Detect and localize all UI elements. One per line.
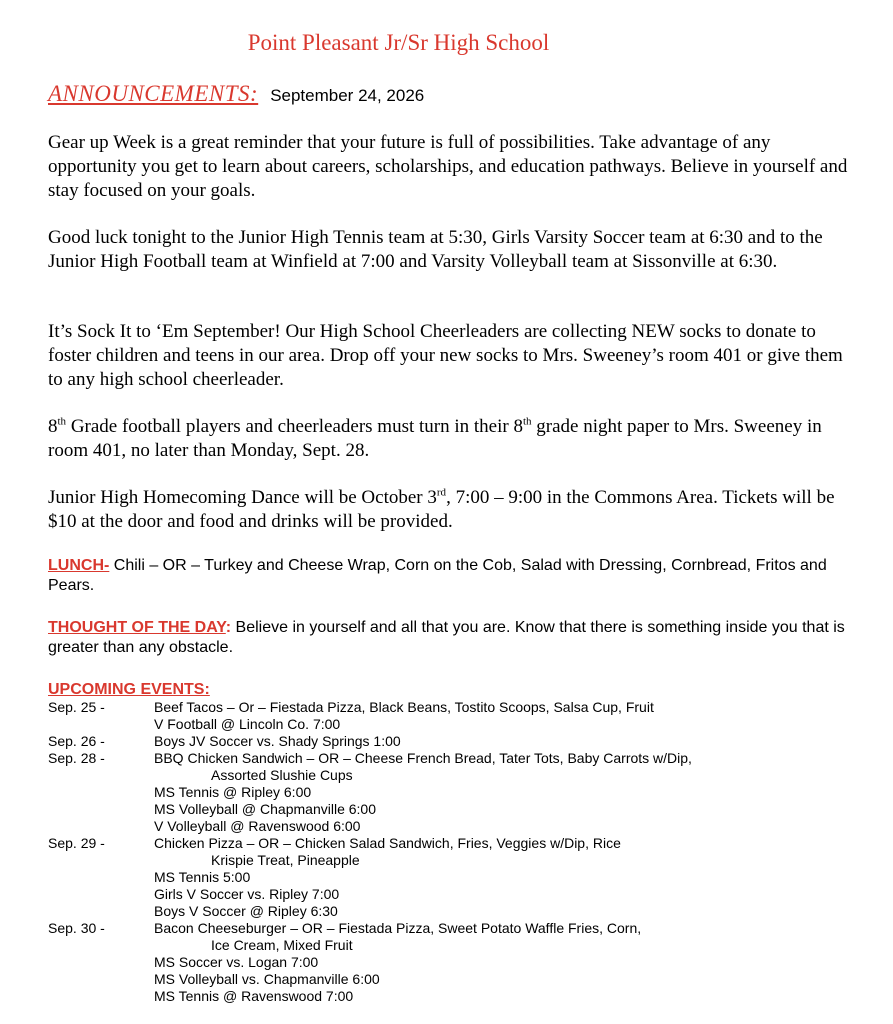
event-line: MS Volleyball vs. Chapmanville 6:00	[154, 971, 380, 987]
event-items	[154, 699, 848, 733]
event-line: Krispie Treat, Pineapple	[211, 852, 360, 868]
upcoming-events	[48, 681, 848, 1005]
event-line: MS Soccer vs. Logan 7:00	[154, 954, 319, 970]
thought-label: THOUGHT OF THE DAY	[48, 619, 226, 636]
event-line: Boys JV Soccer vs. Shady Springs 1:00	[154, 733, 401, 749]
homecoming-sup: rd	[436, 486, 447, 499]
event-line: MS Tennis @ Ripley 6:00	[154, 784, 312, 800]
sock-drive-paragraph: It’s Sock It to ‘Em September! Our High School Cheerleaders are collecting NEW socks to donate to foster children and teens in our area. Drop off your new socks to Mrs. Sweeney’s room 401 or give them to any high school cheerleader.	[48, 321, 843, 390]
event-date: Sep. 25 -	[48, 699, 105, 715]
event-date: Sep. 28 -	[48, 750, 105, 766]
thought-text: Believe in yourself and all that you are. Know that there is something inside you that is greater than any obstacle.	[48, 619, 845, 656]
event-day	[48, 750, 848, 835]
lunch-paragraph	[48, 556, 848, 596]
events-list	[48, 699, 848, 1005]
eighth-grade-sup-a: th	[57, 415, 67, 428]
event-line: Assorted Slushie Cups	[211, 767, 353, 783]
event-line: Boys V Soccer @ Ripley 6:30	[154, 903, 338, 919]
eighth-grade-sup-b: th	[522, 415, 532, 428]
announcement-date: September 24, 2026	[270, 86, 425, 105]
eighth-grade-text-c: grade night paper to Mrs. Sweeney in room 401, no later than Monday, Sept. 28.	[48, 416, 822, 461]
homecoming-text-a: Junior High Homecoming Dance will be October 3	[48, 487, 437, 508]
homecoming-paragraph	[48, 486, 848, 534]
event-line: V Volleyball @ Ravenswood 6:00	[154, 818, 361, 834]
event-items	[154, 750, 848, 835]
event-day	[48, 920, 848, 1005]
school-title: Point Pleasant Jr/Sr High School	[247, 30, 550, 55]
event-day	[48, 733, 848, 750]
announcements-label: ANNOUNCEMENTS:	[48, 81, 259, 106]
event-line: Beef Tacos – Or – Fiestada Pizza, Black Beans, Tostito Scoops, Salsa Cup, Fruit	[154, 699, 654, 715]
event-items	[154, 920, 848, 1005]
homecoming-text-b: , 7:00 – 9:00 in the Commons Area. Tickets will be $10 at the door and food and drinks will be provided.	[48, 487, 835, 532]
event-date: Sep. 29 -	[48, 835, 105, 851]
eighth-grade-text-a: 8	[48, 416, 58, 437]
event-items	[154, 733, 848, 750]
event-line: Chicken Pizza – OR – Chicken Salad Sandwich, Fries, Veggies w/Dip, Rice	[154, 835, 621, 851]
announcements-header	[48, 81, 424, 107]
lunch-label: LUNCH-	[48, 557, 110, 574]
good-luck-paragraph: Good luck tonight to the Junior High Tennis team at 5:30, Girls Varsity Soccer team at 6:30 and to the Junior High Football team at Winfield at 7:00 and Varsity Volleyball team at Sissonville at 6:30.	[48, 227, 823, 272]
event-date: Sep. 30 -	[48, 920, 105, 936]
eighth-grade-text-b: Grade football players and cheerleaders must turn in their 8	[66, 416, 523, 437]
event-line: MS Volleyball @ Chapmanville 6:00	[154, 801, 376, 817]
event-line: MS Tennis 5:00	[154, 869, 251, 885]
event-line: V Football @ Lincoln Co. 7:00	[154, 716, 341, 732]
event-line: BBQ Chicken Sandwich – OR – Cheese French Bread, Tater Tots, Baby Carrots w/Dip,	[154, 750, 692, 766]
lunch-text: Chili – OR – Turkey and Cheese Wrap, Corn on the Cob, Salad with Dressing, Cornbread, Fritos and Pears.	[48, 557, 827, 594]
thought-colon: :	[225, 619, 232, 636]
eighth-grade-paragraph	[48, 415, 848, 463]
event-line: Bacon Cheeseburger – OR – Fiestada Pizza, Sweet Potato Waffle Fries, Corn,	[154, 920, 642, 936]
event-line: MS Tennis @ Ravenswood 7:00	[154, 988, 354, 1004]
event-day	[48, 835, 848, 920]
event-line: Girls V Soccer vs. Ripley 7:00	[154, 886, 340, 902]
event-items	[154, 835, 848, 920]
gear-up-paragraph: Gear up Week is a great reminder that your future is full of possibilities. Take advantage of any opportunity you get to learn about careers, scholarships, and education pathways. Believe in yourself and stay focused on your goals.	[48, 132, 848, 201]
event-date: Sep. 26 -	[48, 733, 105, 749]
event-line: Ice Cream, Mixed Fruit	[211, 937, 353, 953]
thought-paragraph	[48, 618, 848, 658]
upcoming-events-title: UPCOMING EVENTS:	[48, 681, 210, 698]
event-day	[48, 699, 848, 733]
